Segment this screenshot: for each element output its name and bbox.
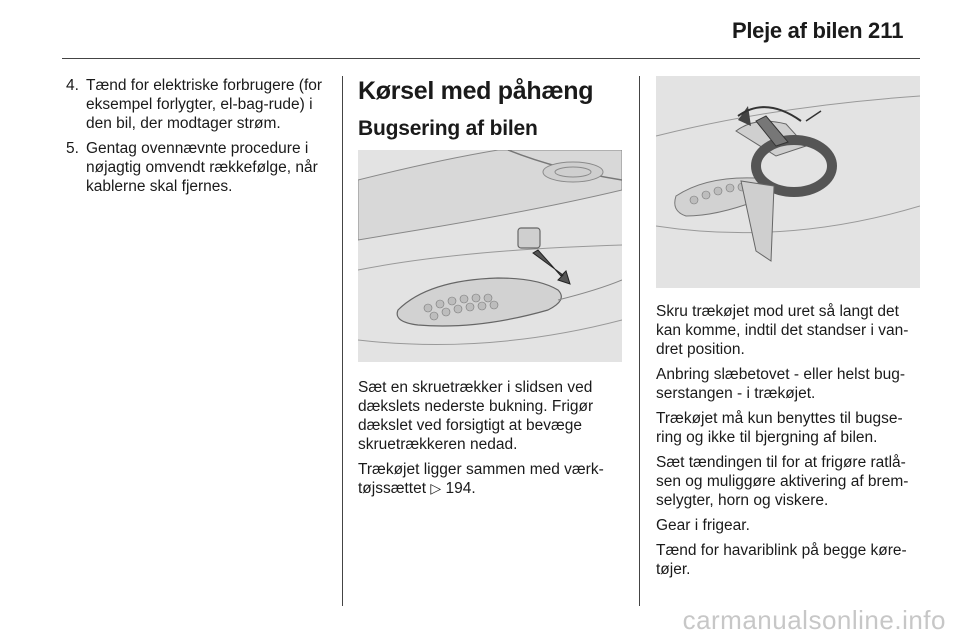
column-middle <box>358 76 626 504</box>
instruction-paragraph: Anbring slæbetovet - eller helst bug-serstangen - i trækøjet. <box>656 366 905 402</box>
column-divider-2 <box>639 76 640 606</box>
watermark: carmanualsonline.info <box>682 605 946 635</box>
instruction-paragraph: Trækøjet må kun benyttes til bugse-ring og ikke til bjergning af bilen. <box>656 410 903 446</box>
header-title: Pleje af bilen <box>732 18 863 43</box>
list-item <box>66 139 328 196</box>
page-number: 211 <box>868 18 904 43</box>
subsection-heading: Bugsering af bilen <box>358 117 538 140</box>
header-rule <box>62 58 920 59</box>
list-item <box>66 76 328 133</box>
step-number: 4. <box>66 77 79 94</box>
instruction-paragraph: Sæt en skruetrækker i slidsen ved dækslets nederste bukning. Frigør dækslet ved forsigtigt at bevæge skruetrækkeren nedad. <box>358 379 594 453</box>
reference-text: Trækøjet ligger sammen med værk-tøjssættet <box>358 461 604 497</box>
column-left <box>66 76 328 202</box>
column-divider-1 <box>342 76 343 606</box>
bumper-cover-illustration <box>358 150 622 362</box>
reference-page: 194. <box>445 480 476 497</box>
instruction-paragraph: Gear i frigear. <box>656 517 750 534</box>
instruction-paragraph: Skru trækøjet mod uret så langt det kan komme, indtil det standser i van-dret position. <box>656 303 909 358</box>
towing-eye-illustration <box>656 76 920 288</box>
section-heading: Kørsel med påhæng <box>358 77 594 105</box>
instruction-paragraph: Sæt tændingen til for at frigøre ratlå-sen og muliggøre aktivering af brem-selygter, horn og viskere. <box>656 454 909 509</box>
step-list <box>66 76 328 196</box>
step-text: Tænd for elektriske forbrugere (for eksempel forlygter, el-bag-rude) i den bil, der modtager strøm. <box>86 77 323 132</box>
column-right <box>656 76 926 585</box>
instruction-paragraph: Tænd for havariblink på begge køre-tøjer. <box>656 542 907 578</box>
step-number: 5. <box>66 140 79 157</box>
ref-arrow-icon: ▷ <box>430 480 442 496</box>
step-text: Gentag ovennævnte procedure i nøjagtig omvendt rækkefølge, når kablerne skal fjernes. <box>86 140 318 195</box>
instruction-paragraph <box>358 460 626 498</box>
